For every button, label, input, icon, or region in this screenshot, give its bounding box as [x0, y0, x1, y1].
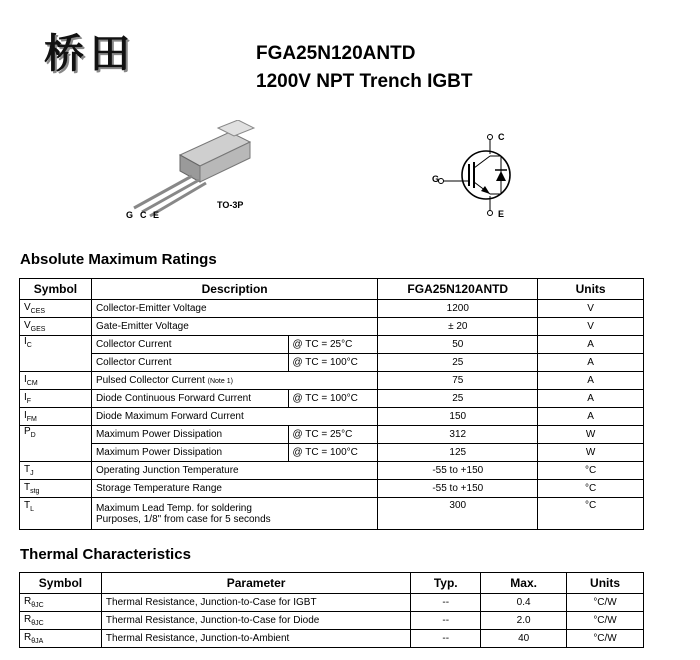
amr-header-value: FGA25N120ANTD — [378, 279, 538, 300]
table-row: $T_{stg}$ Storage Temperature Range -55 to +150 °C — [20, 480, 644, 498]
table-row: Collector Current @ TC = 100°C 25 A — [20, 354, 644, 372]
pin-label-e: E — [153, 210, 160, 220]
table-row: $R_{\theta JC}$ Thermal Resistance, Junction-to-Case for IGBT -- 0.4 °C/W — [20, 594, 644, 612]
page-title — [256, 40, 472, 96]
table-row: $P_D$ Maximum Power Dissipation @ TC = 25°C 312 W — [20, 426, 644, 444]
pin-label-c: C — [140, 210, 147, 220]
symbol-label-c: C — [498, 132, 505, 142]
part-number: FGA25N120ANTD — [256, 43, 416, 64]
section-title-thermal: Thermal Characteristics — [20, 546, 191, 563]
amr-header-units: Units — [538, 279, 644, 300]
table-row: $V_{GES}$ Gate-Emitter Voltage ± 20 V — [20, 318, 644, 336]
table-row: $T_L$ Maximum Lead Temp. for soldering Purposes, 1/8" from case for 5 seconds 300 °C — [20, 498, 644, 530]
pin-label-g: G — [126, 210, 134, 220]
table-row: $I_F$ Diode Continuous Forward Current @ TC = 100°C 25 A — [20, 390, 644, 408]
part-subtitle: 1200V NPT Trench IGBT — [256, 71, 473, 92]
table-row: $I_C$ Collector Current @ TC = 25°C 50 A — [20, 336, 644, 354]
table-row: $I_{FM}$ Diode Maximum Forward Current 150 A — [20, 408, 644, 426]
table-row: $I_{CM}$ Pulsed Collector Current (Note 1) 75 A — [20, 372, 644, 390]
table-row: $T_J$ Operating Junction Temperature -55 to +150 °C — [20, 462, 644, 480]
table-row: $V_{CES}$ Collector-Emitter Voltage 1200 V — [20, 300, 644, 318]
amr-header-row — [20, 279, 644, 300]
symbol-label-e: E — [498, 209, 505, 219]
table-row: $R_{\theta JC}$ Thermal Resistance, Junction-to-Case for Diode -- 2.0 °C/W — [20, 612, 644, 630]
amr-table — [19, 278, 644, 530]
symbol-label-g: G — [432, 174, 440, 184]
amr-header-symbol: Symbol — [20, 279, 92, 300]
thermal-header-row: Symbol Parameter Typ. Max. Units — [20, 573, 644, 594]
amr-header-description: Description — [91, 279, 377, 300]
package-name: TO-3P — [217, 200, 244, 210]
table-row: $R_{\theta JA}$ Thermal Resistance, Junction-to-Ambient -- 40 °C/W — [20, 630, 644, 648]
section-title-amr: Absolute Maximum Ratings — [20, 251, 217, 268]
table-row: Maximum Power Dissipation @ TC = 100°C 125 W — [20, 444, 644, 462]
brand-logo: 桥田 — [44, 30, 136, 77]
thermal-table — [19, 572, 644, 648]
